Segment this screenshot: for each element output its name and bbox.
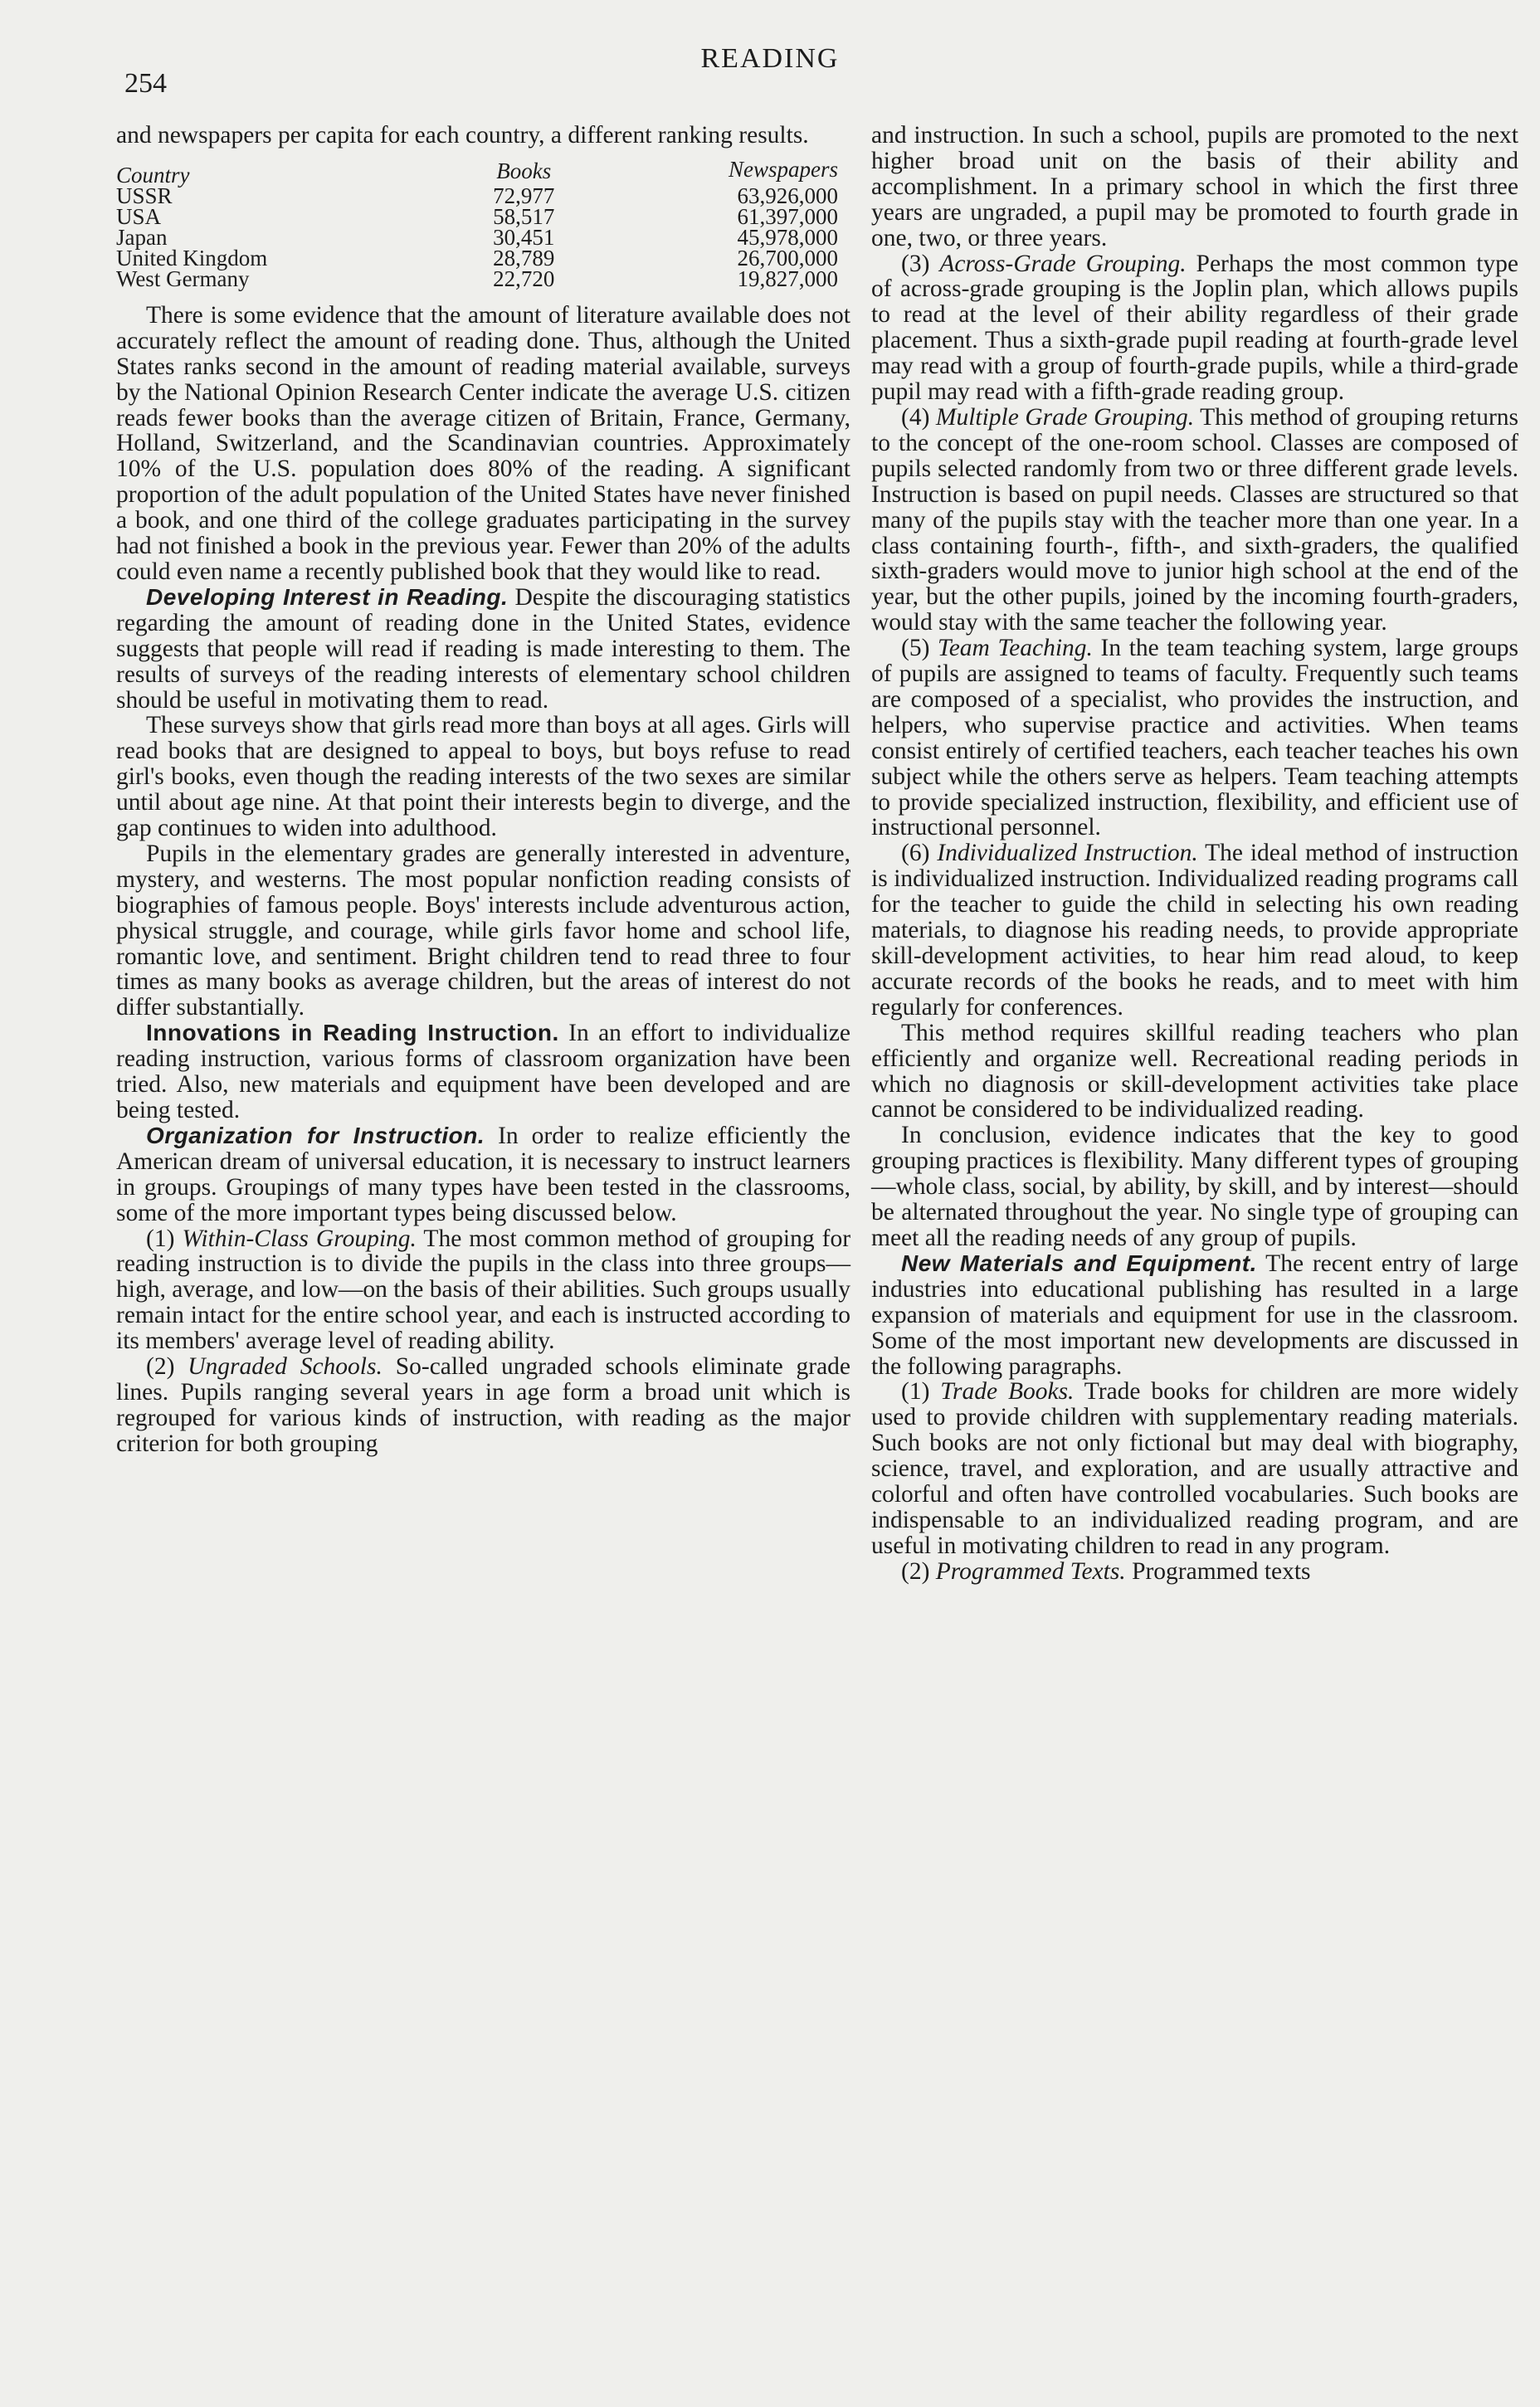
paragraph-text: There is some evidence that the amount of literature available does not accurately reflect the amount of reading done. Thus, although the United States ranks second in the amount of reading material available, surveys by the National Opinion Research Center indicate the average U.S. citizen reads fewer books than the average citizen of Britain, France, Germany, Holland, Switzerland, and the Scandinavian countries. Approximately 10% of the U.S. population does 80% of the reading. A significant proportion of the adult population of the United States have never finished a book, and one third of the college graduates participating in the survey had not finished a book in the previous year. Fewer than 20% of the adults could even name a recently published book that they would like to read.	[116, 301, 850, 585]
paragraph-number: (2)	[901, 1557, 930, 1585]
paragraph-continuation: and instruction. In such a school, pupils are promoted to the next higher broad unit on the basis of their ability and accomplishment. In a primary school in which the first three years are ungraded, a pupil may be promoted to fourth grade in one, two, or three years.	[871, 122, 1518, 251]
right-paragraphs	[871, 251, 1518, 1585]
cell-country: West Germany	[116, 266, 250, 291]
cell-newspapers: 45,978,000	[737, 224, 838, 250]
run-in-heading: Individualized Instruction.	[937, 840, 1198, 867]
run-in-heading: New Materials and Equipment.	[901, 1250, 1257, 1276]
paragraph	[116, 1021, 850, 1123]
cell-country: United Kingdom	[116, 245, 268, 270]
table-row	[116, 269, 838, 290]
paragraph	[871, 251, 1518, 405]
cell-books: 72,977	[493, 183, 555, 208]
run-in-heading: Programmed Texts.	[935, 1557, 1126, 1585]
paragraph-text: The ideal method of instruction is individualized instruction. Individualized reading programs call for the teacher to guide the child in selecting his own reading materials, to diagnose his reading needs, to provide appropriate skill-development activities, to hear him read aloud, to keep accurate records of the books he reads, and to meet with him regularly for conferences.	[871, 840, 1519, 1021]
right-column	[871, 123, 1518, 1585]
cell-newspapers: 26,700,000	[737, 245, 838, 270]
paragraph-text: Programmed texts	[1132, 1557, 1311, 1585]
table-header-row	[116, 153, 838, 186]
paragraph-text: Despite the discouraging statistics regarding the amount of reading done in the United States, evidence suggests that people will read if reading is made interesting to them. The results of surveys of the reading interests of elementary school children should be useful in motivating them to read.	[116, 583, 850, 714]
header-country: Country	[116, 162, 190, 188]
paragraph-text: Pupils in the elementary grades are generally interested in adventure, mystery, and westerns. The most popular nonfiction reading consists of biographies of famous people. Boys' interests include adventurous action, physical struggle, and courage, while girls favor home and school life, romantic love, and sentiment. Bright children tend to read three to four times as many books as average children, but the areas of interest do not differ substantially.	[116, 840, 850, 1021]
paragraph	[871, 1251, 1518, 1380]
paragraph	[871, 1123, 1518, 1251]
run-in-heading: Across-Grade Grouping.	[939, 250, 1187, 277]
run-in-heading: Multiple Grade Grouping.	[935, 403, 1195, 431]
paragraph	[871, 1559, 1518, 1585]
cell-country: Japan	[116, 224, 168, 250]
cell-newspapers: 61,397,000	[737, 203, 838, 229]
run-in-heading: Developing Interest in Reading.	[146, 583, 509, 610]
paragraph	[116, 1354, 850, 1457]
running-head: READING	[700, 43, 840, 74]
cell-newspapers: 19,827,000	[737, 266, 838, 291]
left-column	[116, 123, 850, 1457]
paragraph-text: The recent entry of large industries into educational publishing has resulted in a large expansion of materials and equipment for use in the classroom. Some of the most important new developments are discussed in the following paragraphs.	[871, 1250, 1518, 1380]
paragraph-number: (6)	[901, 840, 930, 867]
paragraph-text: So-called ungraded schools eliminate grade lines. Pupils ranging several years in age form a broad unit which is regrouped for various kinds of instruction, with reading as the major criterion for both grouping	[116, 1353, 851, 1457]
paragraph-continuation: and newspapers per capita for each country, a different ranking results.	[116, 122, 809, 149]
cell-newspapers: 63,926,000	[737, 183, 838, 208]
cell-books: 28,789	[493, 245, 555, 270]
paragraph-text: Perhaps the most common type of across-grade grouping is the Joplin plan, which allows pupils to read at the level of their ability regardless of their grade placement. Thus a sixth-grade pupil reading at fourth-grade level may read with a group of fourth-grade pupils, while a third-grade pupil may read with a fifth-grade reading group.	[871, 250, 1518, 406]
paragraph-number: (4)	[901, 403, 930, 431]
run-in-heading: Organization for Instruction.	[146, 1122, 485, 1148]
cell-country: USA	[116, 203, 162, 229]
paragraph-text: In an effort to individualize reading instruction, various forms of classroom organization have been tried. Also, new materials and equipment have been developed and are being tested.	[116, 1020, 851, 1123]
header-books: Books	[496, 158, 552, 183]
left-paragraphs	[116, 303, 850, 1457]
cell-books: 30,451	[493, 224, 555, 250]
paragraph-number: (1)	[146, 1225, 175, 1252]
paragraph-text: Trade books for children are more widely used to provide children with supplementary reading materials. Such books are not only fictional but may deal with biography, science, travel, and exploration, and are usually attractive and colorful and often have controlled vocabularies. Such books are indispensable to an individualized reading program, and are useful in motivating children to read in any program.	[871, 1378, 1519, 1559]
paragraph-number: (2)	[146, 1353, 175, 1381]
books-newspapers-table	[116, 153, 838, 290]
run-in-heading: Trade Books.	[940, 1378, 1075, 1406]
table-row	[116, 207, 838, 227]
cell-country: USSR	[116, 183, 173, 208]
paragraph	[116, 713, 850, 841]
run-in-heading: Ungraded Schools.	[188, 1353, 383, 1381]
page-number: 254	[124, 68, 167, 99]
paragraph-text: In the team teaching system, large groups of pupils are assigned to teams of faculty. Frequently such teams are composed of a specialist, who provides the instruction, and helpers, who supervise practice and activities. When teams consist entirely of certified teachers, each teacher teaches his own subject while the others serve as helpers. Team teaching attempts to provide specialized instruction, flexibility, and efficient use of instructional personnel.	[871, 635, 1519, 841]
run-in-heading: Innovations in Reading Instruction.	[146, 1020, 559, 1046]
paragraph	[116, 585, 850, 714]
run-in-heading: Within-Class Grouping.	[182, 1225, 417, 1252]
paragraph	[116, 841, 850, 1021]
paragraph	[116, 303, 850, 585]
table-row	[116, 186, 838, 207]
cell-books: 22,720	[493, 266, 555, 291]
paragraph-text: In conclusion, evidence indicates that the key to good grouping practices is flexibility. Many different types of grouping—whole class, social, by ability, by skill, and by interest—should be alternated throughout the year. No single type of grouping can meet all the reading needs of any group of pupils.	[871, 1122, 1518, 1251]
paragraph	[116, 1123, 850, 1226]
run-in-heading: Team Teaching.	[938, 635, 1093, 662]
cell-books: 58,517	[493, 203, 555, 229]
paragraph	[116, 1226, 850, 1355]
paragraph-text: This method requires skillful reading teachers who plan efficiently and organize well. Recreational reading periods in which no diagnosis or skill-development activities take place cannot be considered to be individualized reading.	[871, 1019, 1518, 1123]
paragraph-text: In order to realize efficiently the American dream of universal education, it is necessary to instruct learners in groups. Groupings of many types have been tested in the classrooms, some of the more important types being discussed below.	[116, 1122, 850, 1226]
paragraph	[871, 636, 1518, 841]
paragraph	[871, 841, 1518, 1020]
paragraph-number: (1)	[901, 1378, 930, 1406]
paragraph	[871, 1021, 1518, 1123]
paragraph-number: (3)	[901, 250, 930, 277]
paragraph-number: (5)	[901, 635, 930, 662]
paragraph-text: These surveys show that girls read more than boys at all ages. Girls will read books that are designed to appeal to boys, but boys refuse to read girl's books, even though the reading interests of the two sexes are similar until about age nine. At that point their interests begin to diverge, and the gap continues to widen into adulthood.	[116, 712, 850, 842]
paragraph	[871, 405, 1518, 636]
paragraph-text: This method of grouping returns to the concept of the one-room school. Classes are composed of pupils selected randomly from two or three different grade levels. Instruction is based on pupil needs. Classes are structured so that many of the pupils stay with the teacher more than one year. In a class containing fourth-, fifth-, and sixth-graders, the qualified sixth-graders would move to junior high school at the end of the year, but the other pupils, joined by the incoming fourth-graders, would stay with the same teacher the following year.	[871, 403, 1518, 636]
header-newspapers: Newspapers	[728, 156, 838, 182]
paragraph-text: The most common method of grouping for reading instruction is to divide the pupils in the class into three groups—high, average, and low—on the basis of their abilities. Such groups usually remain intact for the entire school year, and each is instructed according to its members' average level of reading ability.	[116, 1225, 851, 1355]
paragraph	[871, 1379, 1518, 1558]
